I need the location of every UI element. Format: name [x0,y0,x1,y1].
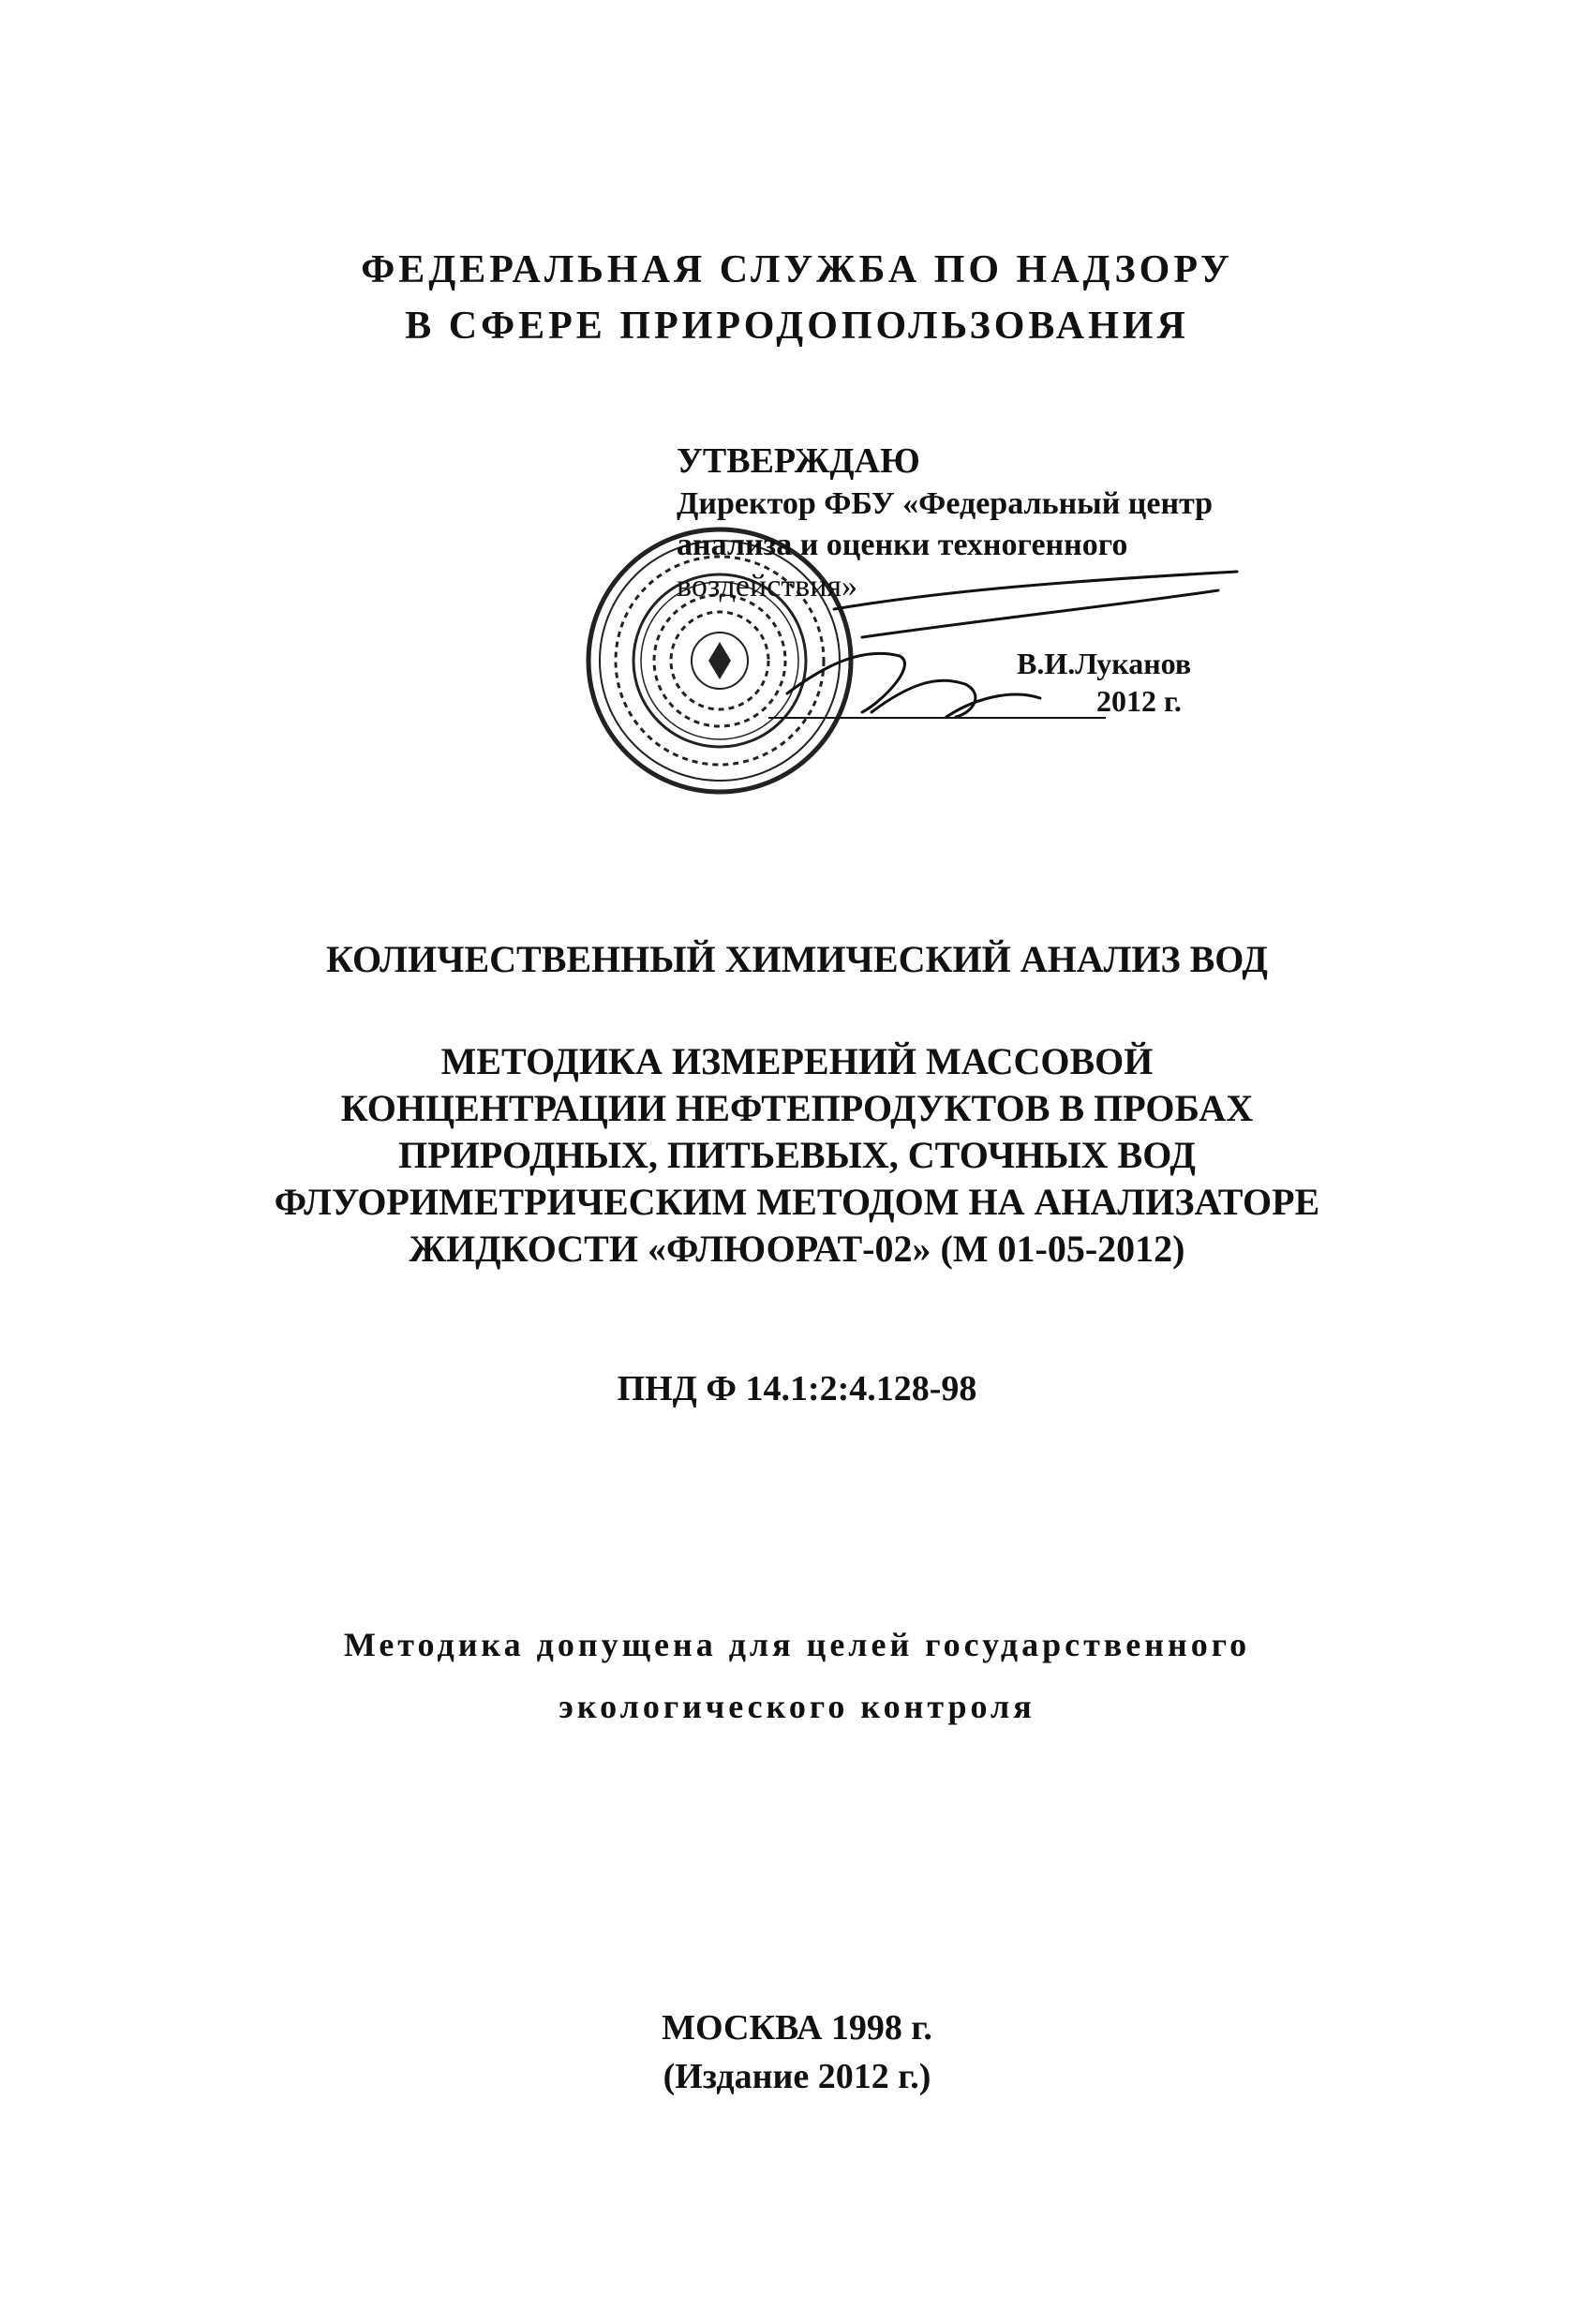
approval-date: 2012 г. [1096,684,1182,718]
permit-note [0,1614,1594,1737]
approval-position-line: Директор ФБУ «Федеральный центр [677,486,1214,521]
agency-line-2: В СФЕРЕ ПРИРОДОПОЛЬЗОВАНИЯ [405,305,1189,348]
agency-header [0,242,1594,354]
section-title: КОЛИЧЕСТВЕННЫЙ ХИМИЧЕСКИЙ АНАЛИЗ ВОД [326,938,1268,980]
agency-line-1: ФЕДЕРАЛЬНАЯ СЛУЖБА ПО НАДЗОРУ [361,248,1233,291]
method-title-line-2: КОНЦЕНТРАЦИИ НЕФТЕПРОДУКТОВ В ПРОБАХ [340,1087,1254,1129]
method-title-line-3: ПРИРОДНЫХ, ПИТЬЕВЫХ, СТОЧНЫХ ВОД [398,1134,1196,1176]
document-code: ПНД Ф 14.1:2:4.128-98 [617,1369,977,1408]
edition-note: (Издание 2012 г.) [663,2057,931,2096]
method-title-line-1: МЕТОДИКА ИЗМЕРЕНИЙ МАССОВОЙ [440,1040,1154,1082]
method-title-line-4: ФЛУОРИМЕТРИЧЕСКИМ МЕТОДОМ НА АНАЛИЗАТОРЕ [274,1181,1320,1223]
signature-line [768,717,1106,719]
approval-heading: УТВЕРЖДАЮ [677,441,920,481]
method-title-line-5: ЖИДКОСТИ «ФЛЮОРАТ-02» (М 01-05-2012) [409,1228,1185,1270]
method-title [0,1038,1594,1273]
approval-organization-line: анализа и оценки техногенного [677,528,1128,562]
approval-organization-line-end: воздействия» [677,569,858,603]
permit-line-1: Методика допущена для целей государственного [343,1626,1251,1663]
permit-line-2: экологического контроля [559,1688,1035,1725]
city-year: МОСКВА 1998 г. [662,2008,932,2048]
signer-name: В.И.Луканов [1017,647,1192,680]
publication-footer [0,2004,1594,2101]
